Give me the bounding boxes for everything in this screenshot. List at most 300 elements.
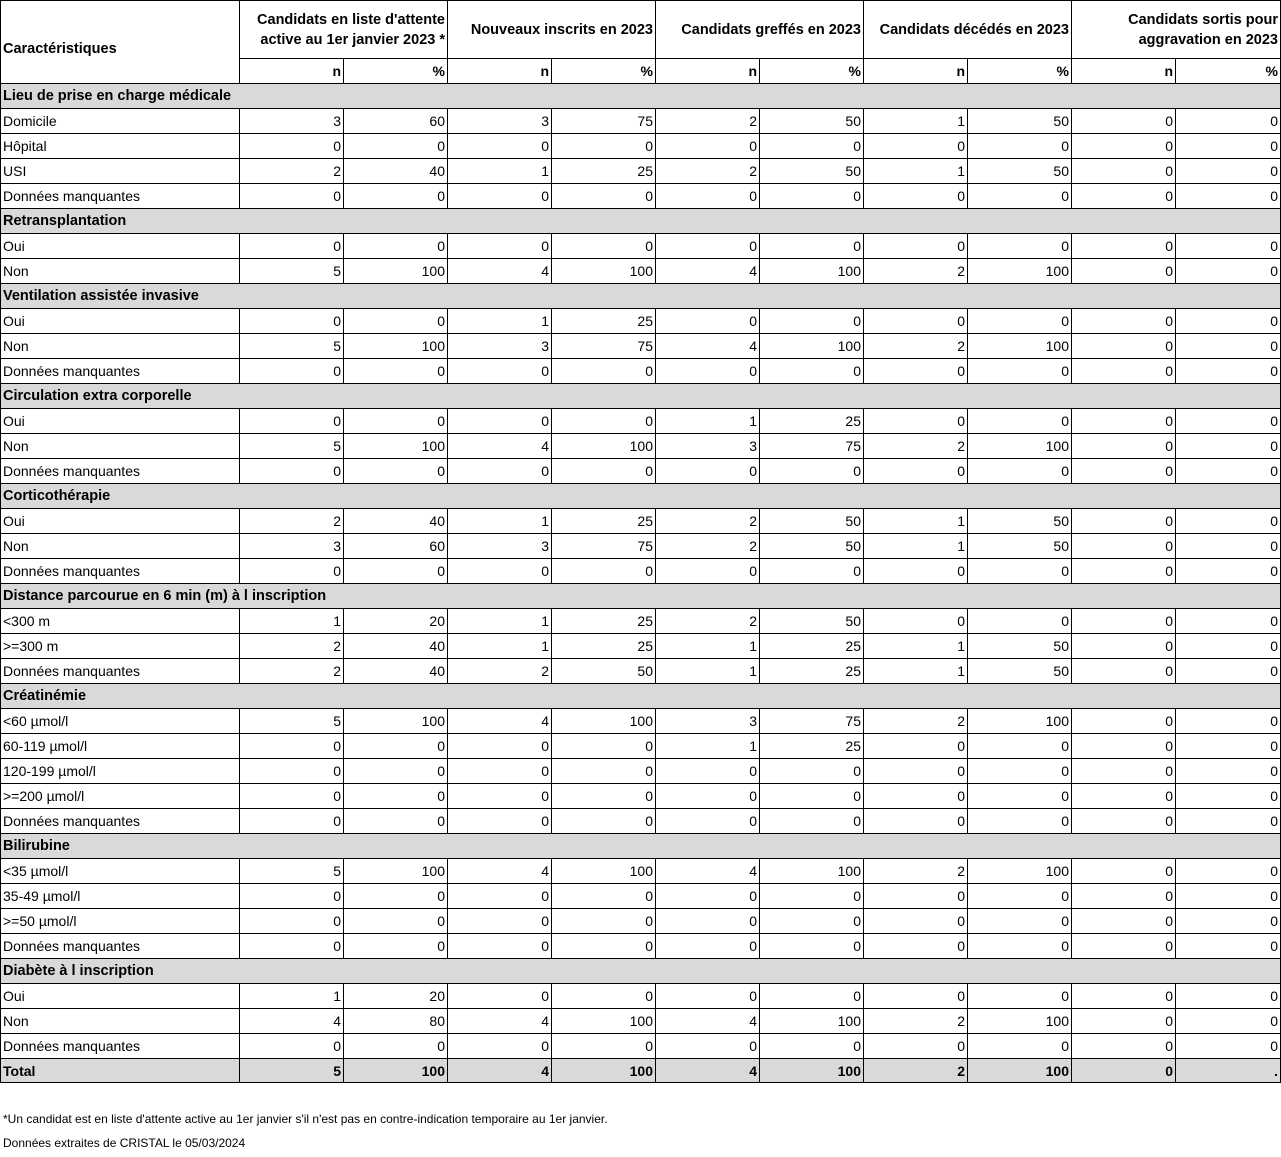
cell-n: 0 bbox=[656, 459, 760, 484]
table-row bbox=[1, 159, 1281, 184]
cell-pct: 0 bbox=[760, 184, 864, 209]
cell-n: 1 bbox=[656, 659, 760, 684]
cell-pct: 100 bbox=[968, 334, 1072, 359]
cell-pct: 25 bbox=[552, 159, 656, 184]
cell-n: 0 bbox=[240, 759, 344, 784]
cell-n: 1 bbox=[864, 634, 968, 659]
cell-n: 0 bbox=[1072, 984, 1176, 1009]
cell-pct: 50 bbox=[760, 159, 864, 184]
cell-pct: 0 bbox=[760, 359, 864, 384]
subheader-pct: % bbox=[552, 59, 656, 84]
cell-pct: 0 bbox=[344, 734, 448, 759]
table-row bbox=[1, 709, 1281, 734]
cell-n: 0 bbox=[1072, 334, 1176, 359]
table-row bbox=[1, 409, 1281, 434]
subheader-n: n bbox=[1072, 59, 1176, 84]
cell-n: 1 bbox=[864, 109, 968, 134]
cell-n: 0 bbox=[864, 934, 968, 959]
cell-pct: 0 bbox=[344, 884, 448, 909]
cell-pct: 0 bbox=[760, 984, 864, 1009]
table-row bbox=[1, 434, 1281, 459]
cell-pct: 0 bbox=[344, 759, 448, 784]
cell-n: 1 bbox=[656, 409, 760, 434]
cell-pct: 0 bbox=[552, 984, 656, 1009]
cell-pct: 100 bbox=[968, 859, 1072, 884]
cell-n: 0 bbox=[240, 234, 344, 259]
cell-pct: 25 bbox=[552, 634, 656, 659]
cell-n: 0 bbox=[1072, 634, 1176, 659]
cell-pct: 0 bbox=[760, 784, 864, 809]
cell-pct: 50 bbox=[968, 659, 1072, 684]
row-label: Données manquantes bbox=[1, 559, 240, 584]
cell-pct: 100 bbox=[968, 709, 1072, 734]
cell-pct: 100 bbox=[760, 259, 864, 284]
cell-n: 2 bbox=[240, 659, 344, 684]
cell-pct: 0 bbox=[968, 1034, 1072, 1059]
cell-n: 0 bbox=[240, 409, 344, 434]
section-header-row bbox=[1, 959, 1281, 984]
section-title: Lieu de prise en charge médicale bbox=[1, 84, 1281, 109]
cell-pct: 100 bbox=[552, 859, 656, 884]
cell-n: 0 bbox=[864, 884, 968, 909]
cell-n: 2 bbox=[656, 534, 760, 559]
cell-pct: 25 bbox=[552, 609, 656, 634]
cell-pct: 0 bbox=[760, 234, 864, 259]
cell-n: 0 bbox=[1072, 309, 1176, 334]
cell-n: 0 bbox=[656, 309, 760, 334]
row-label: Hôpital bbox=[1, 134, 240, 159]
table-row bbox=[1, 259, 1281, 284]
cell-pct: 0 bbox=[1176, 309, 1281, 334]
cell-n: 0 bbox=[864, 409, 968, 434]
cell-n: 0 bbox=[448, 134, 552, 159]
cell-n: 0 bbox=[656, 909, 760, 934]
cell-n: 1 bbox=[864, 509, 968, 534]
row-label: Oui bbox=[1, 309, 240, 334]
total-row bbox=[1, 1059, 1281, 1083]
cell-pct: 0 bbox=[760, 884, 864, 909]
cell-pct: 100 bbox=[760, 334, 864, 359]
row-label: Non bbox=[1, 259, 240, 284]
cell-n: 5 bbox=[240, 334, 344, 359]
header-group-transplanted: Candidats greffés en 2023 bbox=[656, 1, 864, 59]
cell-pct: 0 bbox=[552, 459, 656, 484]
cell-n: 0 bbox=[240, 359, 344, 384]
cell-n: 0 bbox=[864, 909, 968, 934]
cell-pct: 0 bbox=[552, 784, 656, 809]
section-header-row bbox=[1, 384, 1281, 409]
cell-n: 0 bbox=[448, 759, 552, 784]
cell-pct: 0 bbox=[760, 459, 864, 484]
cell-n: 1 bbox=[656, 734, 760, 759]
cell-pct: 0 bbox=[552, 734, 656, 759]
cell-n: 1 bbox=[448, 634, 552, 659]
cell-n: 2 bbox=[656, 109, 760, 134]
row-label: Oui bbox=[1, 234, 240, 259]
cell-pct: 0 bbox=[1176, 534, 1281, 559]
cell-n: 0 bbox=[1072, 1009, 1176, 1034]
section-header-row bbox=[1, 84, 1281, 109]
cell-pct: 0 bbox=[552, 559, 656, 584]
cell-pct: 50 bbox=[968, 109, 1072, 134]
cell-n: 4 bbox=[448, 859, 552, 884]
table-row bbox=[1, 609, 1281, 634]
cell-pct: 0 bbox=[1176, 759, 1281, 784]
cell-n: 0 bbox=[448, 409, 552, 434]
cell-pct: 0 bbox=[968, 809, 1072, 834]
cell-n: 0 bbox=[1072, 659, 1176, 684]
cell-pct: 0 bbox=[968, 734, 1072, 759]
table-row bbox=[1, 884, 1281, 909]
cell-n: 0 bbox=[1072, 784, 1176, 809]
cell-pct: 0 bbox=[968, 559, 1072, 584]
cell-pct: 40 bbox=[344, 159, 448, 184]
cell-n: 0 bbox=[656, 184, 760, 209]
cell-pct: 0 bbox=[552, 184, 656, 209]
total-pct: 100 bbox=[760, 1059, 864, 1083]
cell-pct: 75 bbox=[552, 534, 656, 559]
total-n: 2 bbox=[864, 1059, 968, 1083]
cell-n: 4 bbox=[448, 1009, 552, 1034]
cell-pct: 100 bbox=[552, 709, 656, 734]
table-row bbox=[1, 459, 1281, 484]
row-label: 120-199 µmol/l bbox=[1, 759, 240, 784]
cell-pct: 50 bbox=[760, 534, 864, 559]
table-body bbox=[1, 1, 1281, 1083]
section-title: Corticothérapie bbox=[1, 484, 1281, 509]
cell-n: 2 bbox=[864, 259, 968, 284]
cell-n: 4 bbox=[656, 1009, 760, 1034]
cell-pct: 40 bbox=[344, 659, 448, 684]
cell-n: 4 bbox=[448, 259, 552, 284]
footnote-waitlist: *Un candidat est en liste d'attente active au 1er janvier s'il n'est pas en contre-indication temporaire au 1er janvier. bbox=[3, 1112, 608, 1126]
cell-n: 1 bbox=[656, 634, 760, 659]
cell-pct: 50 bbox=[968, 634, 1072, 659]
header-group-new: Nouveaux inscrits en 2023 bbox=[448, 1, 656, 59]
cell-n: 0 bbox=[1072, 809, 1176, 834]
cell-n: 0 bbox=[864, 134, 968, 159]
table-row bbox=[1, 984, 1281, 1009]
cell-n: 5 bbox=[240, 709, 344, 734]
cell-n: 0 bbox=[240, 459, 344, 484]
section-title: Créatinémie bbox=[1, 684, 1281, 709]
cell-pct: 0 bbox=[968, 409, 1072, 434]
row-label: Données manquantes bbox=[1, 1034, 240, 1059]
cell-pct: 0 bbox=[1176, 809, 1281, 834]
cell-n: 0 bbox=[1072, 434, 1176, 459]
cell-pct: 0 bbox=[1176, 859, 1281, 884]
row-label: >=50 µmol/l bbox=[1, 909, 240, 934]
subheader-pct: % bbox=[760, 59, 864, 84]
cell-pct: 100 bbox=[968, 259, 1072, 284]
cell-n: 0 bbox=[448, 909, 552, 934]
cell-n: 2 bbox=[240, 634, 344, 659]
section-title: Distance parcourue en 6 min (m) à l inscription bbox=[1, 584, 1281, 609]
cell-n: 2 bbox=[656, 509, 760, 534]
subheader-pct: % bbox=[968, 59, 1072, 84]
cell-n: 0 bbox=[1072, 459, 1176, 484]
cell-n: 0 bbox=[656, 759, 760, 784]
cell-n: 0 bbox=[240, 809, 344, 834]
cell-n: 0 bbox=[656, 559, 760, 584]
table-row bbox=[1, 784, 1281, 809]
cell-pct: 0 bbox=[552, 884, 656, 909]
cell-pct: 0 bbox=[968, 759, 1072, 784]
cell-pct: 75 bbox=[760, 709, 864, 734]
cell-pct: 0 bbox=[1176, 409, 1281, 434]
cell-pct: 0 bbox=[552, 1034, 656, 1059]
row-label: >=200 µmol/l bbox=[1, 784, 240, 809]
cell-pct: 25 bbox=[760, 409, 864, 434]
cell-n: 0 bbox=[864, 609, 968, 634]
cell-pct: 0 bbox=[344, 234, 448, 259]
cell-pct: 0 bbox=[344, 559, 448, 584]
cell-n: 0 bbox=[1072, 909, 1176, 934]
cell-pct: 0 bbox=[1176, 909, 1281, 934]
cell-n: 0 bbox=[864, 734, 968, 759]
cell-pct: 0 bbox=[760, 809, 864, 834]
subheader-pct: % bbox=[1176, 59, 1281, 84]
cell-n: 3 bbox=[656, 709, 760, 734]
table-row bbox=[1, 734, 1281, 759]
cell-pct: 75 bbox=[760, 434, 864, 459]
cell-pct: 0 bbox=[1176, 259, 1281, 284]
cell-pct: 0 bbox=[344, 784, 448, 809]
table-row bbox=[1, 1009, 1281, 1034]
cell-pct: 80 bbox=[344, 1009, 448, 1034]
cell-pct: 0 bbox=[968, 909, 1072, 934]
cell-pct: 40 bbox=[344, 634, 448, 659]
cell-pct: 0 bbox=[968, 359, 1072, 384]
total-pct: 100 bbox=[344, 1059, 448, 1083]
cell-n: 0 bbox=[864, 459, 968, 484]
subheader-n: n bbox=[448, 59, 552, 84]
cell-pct: 60 bbox=[344, 109, 448, 134]
cell-n: 3 bbox=[656, 434, 760, 459]
cell-n: 2 bbox=[448, 659, 552, 684]
row-label: Domicile bbox=[1, 109, 240, 134]
cell-pct: 0 bbox=[1176, 884, 1281, 909]
cell-pct: 25 bbox=[552, 309, 656, 334]
cell-n: 0 bbox=[240, 934, 344, 959]
cell-n: 3 bbox=[240, 534, 344, 559]
cell-n: 0 bbox=[864, 809, 968, 834]
cell-pct: 100 bbox=[344, 859, 448, 884]
cell-pct: 20 bbox=[344, 609, 448, 634]
row-label: Données manquantes bbox=[1, 184, 240, 209]
cell-n: 4 bbox=[448, 709, 552, 734]
cell-n: 0 bbox=[1072, 1034, 1176, 1059]
cell-n: 0 bbox=[1072, 609, 1176, 634]
section-header-row bbox=[1, 834, 1281, 859]
cell-pct: 50 bbox=[968, 509, 1072, 534]
cell-n: 0 bbox=[1072, 159, 1176, 184]
cell-pct: 0 bbox=[760, 559, 864, 584]
cell-pct: 0 bbox=[760, 909, 864, 934]
section-header-row bbox=[1, 209, 1281, 234]
cell-pct: 100 bbox=[344, 334, 448, 359]
row-label: Données manquantes bbox=[1, 359, 240, 384]
total-n: 5 bbox=[240, 1059, 344, 1083]
cell-n: 0 bbox=[656, 884, 760, 909]
cell-n: 0 bbox=[1072, 234, 1176, 259]
cell-n: 0 bbox=[1072, 109, 1176, 134]
cell-pct: 50 bbox=[552, 659, 656, 684]
cell-pct: 0 bbox=[552, 909, 656, 934]
section-header-row bbox=[1, 284, 1281, 309]
cell-n: 0 bbox=[656, 1034, 760, 1059]
cell-n: 0 bbox=[1072, 509, 1176, 534]
cell-n: 0 bbox=[1072, 734, 1176, 759]
cell-pct: 75 bbox=[552, 109, 656, 134]
cell-pct: 0 bbox=[344, 309, 448, 334]
cell-n: 4 bbox=[656, 259, 760, 284]
cell-pct: 0 bbox=[344, 934, 448, 959]
row-label: Non bbox=[1, 1009, 240, 1034]
cell-n: 0 bbox=[656, 934, 760, 959]
cell-n: 0 bbox=[1072, 259, 1176, 284]
cell-pct: 0 bbox=[968, 784, 1072, 809]
cell-pct: 0 bbox=[1176, 709, 1281, 734]
table-row bbox=[1, 309, 1281, 334]
cell-pct: 50 bbox=[760, 609, 864, 634]
cell-n: 0 bbox=[1072, 759, 1176, 784]
cell-pct: 25 bbox=[760, 659, 864, 684]
cell-n: 0 bbox=[864, 784, 968, 809]
cell-pct: 100 bbox=[552, 434, 656, 459]
table-row bbox=[1, 334, 1281, 359]
cell-pct: 0 bbox=[968, 609, 1072, 634]
cell-pct: 0 bbox=[1176, 234, 1281, 259]
table-row bbox=[1, 109, 1281, 134]
cell-n: 0 bbox=[448, 559, 552, 584]
cell-n: 0 bbox=[864, 984, 968, 1009]
row-label: <35 µmol/l bbox=[1, 859, 240, 884]
row-label: Données manquantes bbox=[1, 459, 240, 484]
cell-n: 2 bbox=[864, 334, 968, 359]
total-pct: 100 bbox=[968, 1059, 1072, 1083]
total-n: 4 bbox=[656, 1059, 760, 1083]
cell-n: 0 bbox=[240, 1034, 344, 1059]
row-label: Oui bbox=[1, 409, 240, 434]
cell-pct: 0 bbox=[1176, 1034, 1281, 1059]
cell-n: 0 bbox=[240, 784, 344, 809]
table-row bbox=[1, 659, 1281, 684]
cell-n: 0 bbox=[864, 1034, 968, 1059]
header-group-deceased: Candidats décédés en 2023 bbox=[864, 1, 1072, 59]
cell-n: 2 bbox=[656, 159, 760, 184]
cell-n: 0 bbox=[240, 884, 344, 909]
cell-pct: 0 bbox=[760, 759, 864, 784]
cell-pct: 20 bbox=[344, 984, 448, 1009]
cell-pct: 0 bbox=[552, 759, 656, 784]
cell-pct: 0 bbox=[1176, 459, 1281, 484]
cell-n: 1 bbox=[448, 609, 552, 634]
total-n: 0 bbox=[1072, 1059, 1176, 1083]
cell-pct: 0 bbox=[968, 459, 1072, 484]
cell-pct: 0 bbox=[1176, 159, 1281, 184]
header-characteristics: Caractéristiques bbox=[1, 1, 240, 84]
cell-pct: 0 bbox=[968, 984, 1072, 1009]
cell-pct: 0 bbox=[968, 184, 1072, 209]
row-label: Données manquantes bbox=[1, 934, 240, 959]
header-group-aggravation: Candidats sortis pour aggravation en 2023 bbox=[1072, 1, 1281, 59]
cell-n: 1 bbox=[240, 984, 344, 1009]
cell-pct: 25 bbox=[552, 509, 656, 534]
row-label: 60-119 µmol/l bbox=[1, 734, 240, 759]
row-label: 35-49 µmol/l bbox=[1, 884, 240, 909]
cell-pct: 100 bbox=[968, 434, 1072, 459]
total-pct: . bbox=[1176, 1059, 1281, 1083]
cell-n: 0 bbox=[1072, 534, 1176, 559]
cell-pct: 25 bbox=[760, 634, 864, 659]
cell-n: 0 bbox=[240, 559, 344, 584]
table-row bbox=[1, 859, 1281, 884]
table-row bbox=[1, 909, 1281, 934]
cell-pct: 0 bbox=[1176, 109, 1281, 134]
cell-n: 0 bbox=[448, 1034, 552, 1059]
row-label: Données manquantes bbox=[1, 809, 240, 834]
cell-pct: 100 bbox=[344, 434, 448, 459]
subheader-n: n bbox=[240, 59, 344, 84]
cell-n: 0 bbox=[448, 934, 552, 959]
table-row bbox=[1, 634, 1281, 659]
cell-n: 2 bbox=[656, 609, 760, 634]
subheader-n: n bbox=[656, 59, 760, 84]
cell-n: 1 bbox=[864, 659, 968, 684]
cell-pct: 0 bbox=[968, 934, 1072, 959]
cell-pct: 0 bbox=[1176, 934, 1281, 959]
cell-n: 0 bbox=[448, 734, 552, 759]
cell-pct: 0 bbox=[760, 1034, 864, 1059]
cell-n: 0 bbox=[1072, 859, 1176, 884]
cell-n: 0 bbox=[1072, 184, 1176, 209]
cell-pct: 50 bbox=[760, 109, 864, 134]
cell-n: 4 bbox=[448, 434, 552, 459]
section-title: Diabète à l inscription bbox=[1, 959, 1281, 984]
cell-pct: 50 bbox=[968, 534, 1072, 559]
table-row bbox=[1, 359, 1281, 384]
cell-n: 0 bbox=[448, 234, 552, 259]
table-row bbox=[1, 184, 1281, 209]
cell-pct: 100 bbox=[760, 859, 864, 884]
cell-n: 0 bbox=[448, 884, 552, 909]
cell-n: 0 bbox=[1072, 884, 1176, 909]
cell-n: 4 bbox=[656, 859, 760, 884]
cell-pct: 0 bbox=[968, 884, 1072, 909]
cell-pct: 0 bbox=[1176, 784, 1281, 809]
cell-n: 0 bbox=[1072, 409, 1176, 434]
cell-n: 0 bbox=[448, 184, 552, 209]
cell-pct: 0 bbox=[344, 809, 448, 834]
table-row bbox=[1, 534, 1281, 559]
section-title: Retransplantation bbox=[1, 209, 1281, 234]
table-row bbox=[1, 134, 1281, 159]
cell-pct: 0 bbox=[552, 809, 656, 834]
cell-pct: 0 bbox=[760, 934, 864, 959]
table-row bbox=[1, 559, 1281, 584]
cell-n: 0 bbox=[1072, 709, 1176, 734]
cell-n: 2 bbox=[240, 159, 344, 184]
cell-pct: 60 bbox=[344, 534, 448, 559]
cell-n: 1 bbox=[448, 509, 552, 534]
cell-pct: 50 bbox=[968, 159, 1072, 184]
row-label: USI bbox=[1, 159, 240, 184]
cell-n: 1 bbox=[448, 159, 552, 184]
cell-pct: 100 bbox=[552, 259, 656, 284]
row-label: Données manquantes bbox=[1, 659, 240, 684]
row-label: Non bbox=[1, 434, 240, 459]
